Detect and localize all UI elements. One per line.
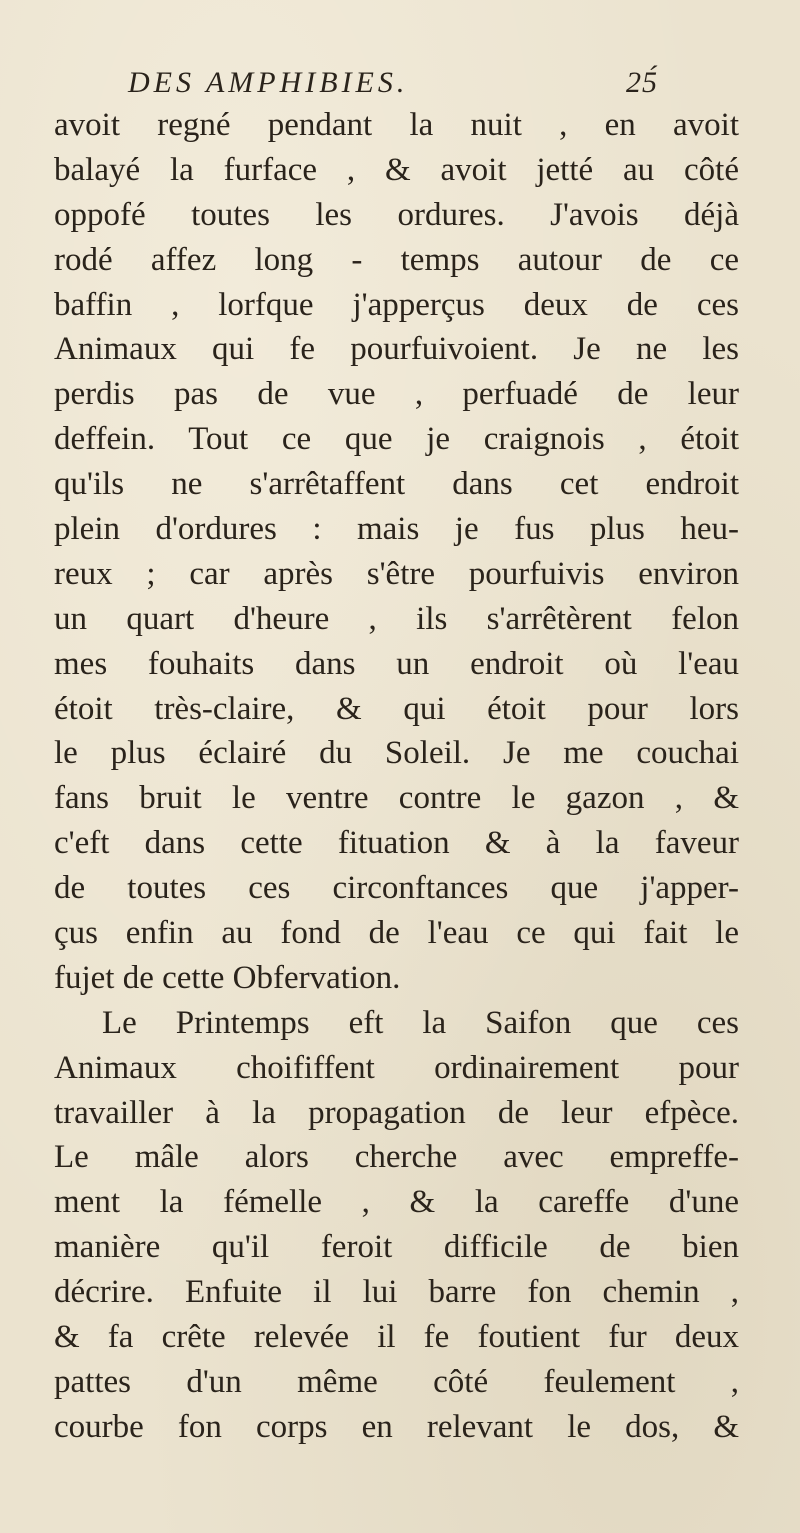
text-line: plein d'ordures : mais je fus plus heu- <box>54 511 739 548</box>
text-line: un quart d'heure , ils s'arrêtèrent felon <box>54 600 739 637</box>
text-line: reux ; car après s'être pourfuivis environ <box>54 555 739 592</box>
text-line: perdis pas de vue , perfuadé de leur <box>54 376 739 413</box>
paragraph-first-line: Le Printemps eft la Saifon que ces <box>102 1004 739 1041</box>
text-line: Le mâle alors cherche avec empreffe- <box>54 1139 739 1176</box>
text-line: décrire. Enfuite il lui barre fon chemin , <box>54 1274 739 1311</box>
text-line: balayé la furface , & avoit jetté au côté <box>54 151 739 188</box>
running-title: DES AMPHIBIES. <box>128 66 409 99</box>
paragraph-end-line: fujet de cette Obfervation. <box>54 959 401 996</box>
body-text <box>54 103 739 1450</box>
text-line: çus enfin au fond de l'eau ce qui fait le <box>54 915 739 952</box>
text-line: Animaux choififfent ordinairement pour <box>54 1049 739 1086</box>
text-line: avoit regné pendant la nuit , en avoit <box>54 107 739 143</box>
text-line: travailler à la propagation de leur efpèce. <box>54 1094 739 1131</box>
text-line: & fa crête relevée il fe foutient fur deux <box>54 1319 739 1356</box>
text-line: oppofé toutes les ordures. J'avois déjà <box>54 196 739 233</box>
text-line: Animaux qui fe pourfuivoient. Je ne les <box>54 331 739 368</box>
page-number: 25́ <box>626 66 658 99</box>
text-line: manière qu'il feroit difficile de bien <box>54 1229 739 1266</box>
text-line: pattes d'un même côté feulement , <box>54 1363 739 1400</box>
text-line: fans bruit le ventre contre le gazon , & <box>54 780 739 817</box>
text-line: baffin , lorfque j'apperçus deux de ces <box>54 286 739 323</box>
text-line: étoit très-claire, & qui étoit pour lors <box>54 690 739 727</box>
text-line: mes fouhaits dans un endroit où l'eau <box>54 645 739 682</box>
running-head <box>128 66 658 106</box>
text-line: deffein. Tout ce que je craignois , étoit <box>54 421 739 458</box>
text-line: courbe fon corps en relevant le dos, & <box>54 1408 739 1445</box>
text-line: rodé affez long - temps autour de ce <box>54 241 739 278</box>
text-line: qu'ils ne s'arrêtaffent dans cet endroit <box>54 466 739 503</box>
text-line: ment la fémelle , & la careffe d'une <box>54 1184 739 1221</box>
text-line: c'eft dans cette fituation & à la faveur <box>54 825 739 862</box>
text-line: de toutes ces circonftances que j'apper- <box>54 870 739 907</box>
text-line: le plus éclairé du Soleil. Je me couchai <box>54 735 739 772</box>
